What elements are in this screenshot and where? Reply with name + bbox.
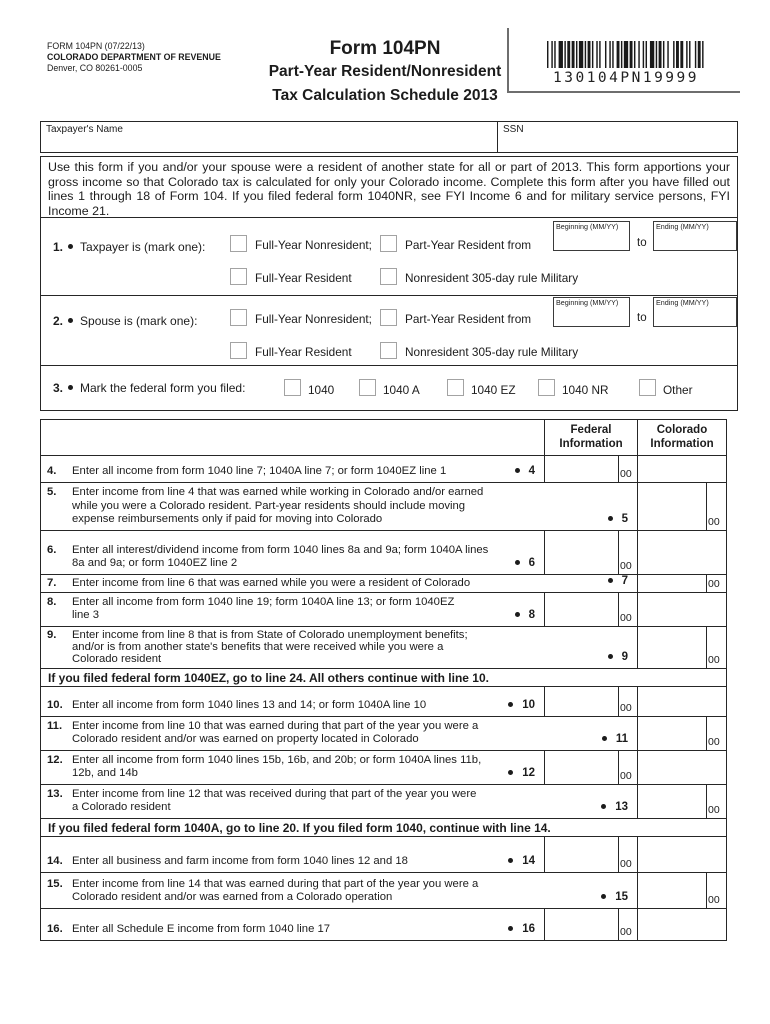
line-16-federal-cents [618,909,637,940]
line-11-number-prefix: 11. [47,719,63,732]
line-number-text: 13 [615,801,628,814]
spouse-residency-section [41,296,737,366]
line-15-number-prefix: 15. [47,877,63,890]
line-7-row [41,574,726,592]
line-9-number-prefix: 9. [47,629,57,641]
federal-form-1040a-label: 1040 A [383,383,420,397]
cents-label: 00 [708,578,720,590]
line-5-colorado-cents [706,483,726,530]
federal-header-line2: Information [559,438,623,450]
line-6-federal-amount-field[interactable] [544,531,618,574]
line-6-row [41,530,726,574]
line-12-colorado-cell [637,751,726,784]
line-13-row [41,784,726,818]
line-9-colorado-amount-field[interactable] [637,627,706,668]
line-11-colorado-amount-field[interactable] [637,717,706,750]
line-4-federal-amount-field[interactable] [544,456,618,482]
line-15-text: Enter income from line 14 that was earned during that part of the year you were a [72,877,479,890]
line-12-line-number [508,767,535,781]
line-11-text: Enter income from line 10 that was earned during that part of the year you were a [72,719,479,732]
line-8-colorado-cell [637,593,726,626]
colorado-information-header [637,420,726,455]
bullet-icon [601,894,606,899]
bullet-icon [68,385,73,390]
bullet-icon [68,244,73,249]
line-13-colorado-cents [706,785,726,818]
line-13-text: a Colorado resident [72,801,171,814]
spouse-part-year-resident-label: Part-Year Resident from [405,312,532,326]
line-number-text: 5 [621,513,628,526]
ending-date-label: Ending (MM/YY) [656,298,709,307]
line-13-colorado-amount-field[interactable] [637,785,706,818]
line-12-text: 12b, and 14b [72,767,138,780]
line-6-text: Enter all interest/dividend income from form 1040 lines 8a and 9a; form 1040A lines [72,543,489,556]
line-7-description [41,575,637,592]
line-4-colorado-cell [637,456,726,482]
line-4-description [41,456,544,482]
line-8-line-number [515,609,535,623]
line-number-text: 16 [522,923,535,936]
line-12-federal-cents [618,751,637,784]
line-5-number-prefix: 5. [47,486,57,499]
colorado-header-line1: Colorado [656,424,708,436]
line-13-description [41,785,637,818]
line-4-number-prefix: 4. [47,465,57,478]
taxpayer-full-year-nonresident-checkbox[interactable] [230,235,247,252]
taxpayer-nonresident-military-label: Nonresident 305-day rule Military [405,271,579,285]
line-7-line-number [608,575,628,589]
bullet-icon [508,702,513,707]
line-8-text: line 3 [72,609,100,622]
line-8-federal-cents [618,593,637,626]
line-15-text: Colorado resident and/or was earned from a Colorado operation [72,891,393,904]
line-6-federal-cents [618,531,637,574]
federal-form-other-checkbox[interactable] [639,379,656,396]
line-9-description [41,627,637,668]
page-subtitle-2: Tax Calculation Schedule 2013 [272,87,498,104]
line-number-text: 9 [621,651,628,664]
line-7-text: Enter income from line 6 that was earned while you were a resident of Colorado [72,577,471,589]
section-number: 2. [53,314,64,328]
description-column-header [41,420,544,455]
ssn-label: SSN [503,124,524,135]
line-6-line-number [515,557,535,571]
line-number-text: 12 [522,767,535,780]
line-10-number-prefix: 10. [47,699,63,712]
line-number-text: 8 [528,609,535,622]
federal-form-section [41,366,737,410]
cents-label: 00 [708,736,720,748]
federal-form-prompt [53,381,245,395]
line-number-text: 6 [528,557,535,570]
spouse-ending-date-field[interactable] [653,297,737,327]
line-16-colorado-cell [637,909,726,940]
cents-label: 00 [708,516,720,528]
line-9-colorado-cents [706,627,726,668]
line-13-number-prefix: 13. [47,787,63,800]
cents-label: 00 [708,804,720,816]
taxpayer-full-year-resident-label: Full-Year Resident [255,271,352,285]
line-6-description [41,531,544,574]
form-code: FORM 104PN (07/22/13) [47,41,145,51]
taxpayer-ending-date-field[interactable] [653,221,737,251]
line-14-text: Enter all business and farm income from form 1040 lines 12 and 18 [72,855,408,868]
bullet-icon [608,516,613,521]
department-address: Denver, CO 80261-0005 [47,63,143,73]
table-instruction-row [41,668,726,686]
table-instruction-row [41,818,726,836]
line-12-number-prefix: 12. [47,753,63,766]
taxpayer-name-field[interactable] [41,122,498,152]
line-number-text: 7 [621,575,628,588]
beginning-date-label: Beginning (MM/YY) [556,222,619,231]
line-10-description [41,687,544,716]
section-prompt-text: Mark the federal form you filed: [80,381,246,395]
bullet-icon [608,578,613,583]
bullet-icon [68,318,73,323]
spouse-full-year-resident-checkbox[interactable] [230,342,247,359]
bullet-icon [602,736,607,741]
line-5-line-number [608,513,628,527]
line-4-row [41,455,726,482]
taxpayer-full-year-nonresident-label: Full-Year Nonresident; [255,238,372,252]
spouse-full-year-nonresident-checkbox[interactable] [230,309,247,326]
line-10-line-number [508,699,535,713]
taxpayer-beginning-date-field[interactable] [553,221,630,251]
line-5-description [41,483,637,530]
identity-row [40,121,738,153]
barcode-icon [547,41,705,68]
ending-date-label: Ending (MM/YY) [656,222,709,231]
line-4-federal-cents [618,456,637,482]
line-4-line-number [515,465,535,479]
line-8-number-prefix: 8. [47,595,57,608]
line-14-description [41,837,544,872]
page-title: Form 104PN [329,38,441,59]
line-number-text: 10 [522,699,535,712]
spouse-nonresident-military-checkbox[interactable] [380,342,397,359]
federal-form-1040-checkbox[interactable] [284,379,301,396]
line-6-colorado-cell [637,531,726,574]
cents-label: 00 [620,770,632,782]
taxpayer-name-label: Taxpayer's Name [46,124,123,135]
federal-information-header [544,420,637,455]
federal-form-1040ez-label: 1040 EZ [471,383,516,397]
line-5-text: while you were a Colorado resident. Part-year residents should include moving [72,499,466,512]
spouse-full-year-nonresident-label: Full-Year Nonresident; [255,312,372,326]
to-label: to [637,237,647,249]
line-8-description [41,593,544,626]
intro-instructions: Use this form if you and/or your spouse were a resident of another state for all or part of 2013. This form apportions your gross income so that Colorado tax is calculated for only your Colorado income. Complete this form after you have filled out lines 1 through 18 of Form 104. If you filed federal form 1040NR, see FYI Income 6 and for military service persons, FYI Income 21. [41,157,737,218]
instruction-text: If you filed federal form 1040A, go to line 20. If you filed form 1040, continue with line 14. [48,820,551,835]
taxpayer-residency-section [41,218,737,296]
taxpayer-prompt [53,240,205,254]
line-10-row [41,686,726,716]
line-12-federal-amount-field[interactable] [544,751,618,784]
line-16-line-number [508,923,535,937]
line-12-row [41,750,726,784]
line-14-colorado-cell [637,837,726,872]
line-15-colorado-amount-field[interactable] [637,873,706,908]
cents-label: 00 [708,654,720,666]
ssn-field[interactable] [498,122,737,152]
cents-label: 00 [620,468,632,480]
line-10-text: Enter all income from form 1040 lines 13 and 14; or form 1040A line 10 [72,699,427,712]
line-5-text: Enter income from line 4 that was earned while working in Colorado and/or earned [72,486,484,499]
line-14-row [41,836,726,872]
line-16-text: Enter all Schedule E income from form 1040 line 17 [72,923,331,936]
section-number: 3. [53,381,64,395]
spouse-prompt [53,314,197,328]
line-9-line-number [608,651,628,665]
taxpayer-part-year-resident-checkbox[interactable] [380,235,397,252]
bullet-icon [608,654,613,659]
line-13-line-number [601,801,628,815]
colorado-header-line2: Information [650,438,714,450]
cents-label: 00 [620,926,632,938]
line-14-federal-cents [618,837,637,872]
line-5-text: expense reimbursements only if paid for moving into Colorado [72,513,383,526]
bullet-icon [515,560,520,565]
line-number-text: 14 [522,855,535,868]
form-body-box [40,156,738,411]
line-11-text: Colorado resident and/or was earned on property located in Colorado [72,733,419,746]
line-number-text: 11 [615,733,628,746]
spouse-full-year-resident-label: Full-Year Resident [255,345,352,359]
federal-header-line1: Federal [570,424,612,436]
line-11-colorado-cents [706,717,726,750]
line-4-text: Enter all income from form 1040 line 7; 1040A line 7; or form 1040EZ line 1 [72,465,447,478]
federal-form-1040nr-checkbox[interactable] [538,379,555,396]
barcode-box [507,28,740,93]
line-14-federal-amount-field[interactable] [544,837,618,872]
line-11-description [41,717,637,750]
to-label: to [637,312,647,324]
cents-label: 00 [620,560,632,572]
cents-label: 00 [708,894,720,906]
taxpayer-part-year-resident-label: Part-Year Resident from [405,238,532,252]
line-8-federal-amount-field[interactable] [544,593,618,626]
bullet-icon [515,468,520,473]
line-10-federal-cents [618,687,637,716]
tax-schedule-table [40,419,727,941]
federal-form-1040nr-label: 1040 NR [562,383,609,397]
section-number: 1. [53,240,64,254]
department-name: COLORADO DEPARTMENT OF REVENUE [47,52,221,62]
agency-block [47,41,221,74]
federal-form-1040ez-checkbox[interactable] [447,379,464,396]
line-16-row [41,908,726,940]
line-8-text: Enter all income from form 1040 line 19; form 1040A line 13; or form 1040EZ [72,595,455,608]
line-11-row [41,716,726,750]
line-14-line-number [508,855,535,869]
line-16-description [41,909,544,940]
line-9-text: and/or is from another state's benefits that were received while you were a [72,641,444,653]
section-prompt-text: Spouse is (mark one): [80,314,198,328]
line-9-row [41,626,726,668]
line-7-colorado-cents [706,575,726,592]
line-15-line-number [601,891,628,905]
spouse-nonresident-military-label: Nonresident 305-day rule Military [405,345,579,359]
bullet-icon [508,770,513,775]
bullet-icon [515,612,520,617]
section-prompt-text: Taxpayer is (mark one): [80,240,206,254]
line-7-colorado-amount-field[interactable] [637,575,706,592]
spouse-part-year-resident-checkbox[interactable] [380,309,397,326]
cents-label: 00 [620,858,632,870]
line-12-text: Enter all income from form 1040 lines 15b, 16b, and 20b; or form 1040A lines 11b, [72,753,482,766]
line-14-number-prefix: 14. [47,855,63,868]
line-16-federal-amount-field[interactable] [544,909,618,940]
cents-label: 00 [620,612,632,624]
line-13-text: Enter income from line 12 that was received during that part of the year you were [72,787,477,800]
line-10-colorado-cell [637,687,726,716]
spouse-beginning-date-field[interactable] [553,297,630,327]
federal-form-other-label: Other [663,383,693,397]
line-6-text: 8a and 9a; or form 1040EZ line 2 [72,557,238,570]
line-9-text: Enter income from line 8 that is from State of Colorado unemployment benefits; [72,629,468,641]
instruction-text: If you filed federal form 1040EZ, go to line 24. All others continue with line 10. [48,670,489,685]
line-15-colorado-cents [706,873,726,908]
taxpayer-full-year-resident-checkbox[interactable] [230,268,247,285]
federal-form-1040-label: 1040 [308,383,335,397]
line-10-federal-amount-field[interactable] [544,687,618,716]
beginning-date-label: Beginning (MM/YY) [556,298,619,307]
line-15-row [41,872,726,908]
line-5-colorado-amount-field[interactable] [637,483,706,530]
line-12-description [41,751,544,784]
bullet-icon [508,926,513,931]
federal-form-1040a-checkbox[interactable] [359,379,376,396]
table-header-row [41,420,726,455]
line-6-number-prefix: 6. [47,543,57,556]
bullet-icon [508,858,513,863]
cents-label: 00 [620,702,632,714]
page-subtitle-1: Part-Year Resident/Nonresident [268,63,502,80]
table-body [41,455,726,940]
taxpayer-nonresident-military-checkbox[interactable] [380,268,397,285]
line-11-line-number [602,733,628,747]
form-title-block [222,37,548,108]
line-5-row [41,482,726,530]
barcode-value: 130104PN19999 [553,70,699,86]
line-number-text: 4 [528,465,535,478]
line-8-row [41,592,726,626]
line-9-text: Colorado resident [72,653,162,665]
bullet-icon [601,804,606,809]
line-15-description [41,873,637,908]
line-16-number-prefix: 16. [47,923,63,936]
line-7-number-prefix: 7. [47,577,57,589]
line-number-text: 15 [615,891,628,904]
